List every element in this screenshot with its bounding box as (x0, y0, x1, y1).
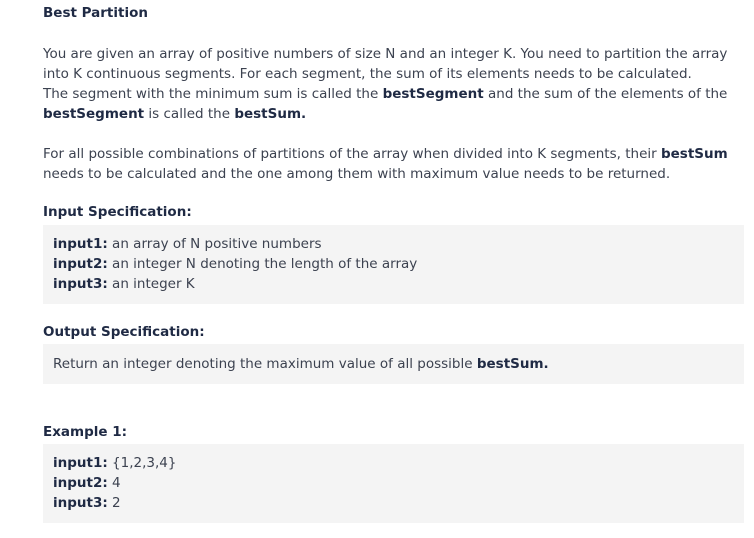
example-label: input2: (53, 475, 108, 491)
input-spec-item (53, 234, 744, 254)
input-label: input3: (53, 276, 108, 292)
input-desc: an integer N denoting the length of the array (107, 256, 418, 272)
problem-title: Best Partition (43, 5, 148, 21)
input-spec-item (53, 254, 744, 274)
example-item (53, 453, 744, 473)
term-best-sum: bestSum. (234, 106, 307, 122)
description-text: You are given an array of positive numbers of size N and an integer K. You need to partition the array into K continuous segments. For each segment, the sum of its elements needs to be calculated. (43, 46, 728, 82)
input-spec-box (43, 225, 744, 304)
example-box (43, 444, 744, 523)
example-value: 2 (107, 495, 121, 511)
example-value: {1,2,3,4} (107, 455, 177, 471)
problem-task (43, 144, 748, 184)
example-heading: Example 1: (43, 424, 128, 440)
input-spec-heading: Input Specification: (43, 204, 192, 220)
input-desc: an integer K (107, 276, 195, 292)
example-item (53, 493, 744, 513)
term-best-segment: bestSegment (382, 86, 484, 102)
output-desc: Return an integer denoting the maximum value of all possible (53, 356, 477, 372)
term-best-segment: bestSegment (43, 106, 145, 122)
output-spec-heading: Output Specification: (43, 324, 205, 340)
term-best-sum: bestSum (660, 146, 728, 162)
problem-description (43, 44, 743, 124)
example-item (53, 473, 744, 493)
description-text: is called the (144, 106, 235, 122)
task-text: needs to be calculated and the one among them with maximum value needs to be returned. (43, 166, 671, 182)
example-label: input1: (53, 455, 108, 471)
input-desc: an array of N positive numbers (107, 236, 322, 252)
task-text: For all possible combinations of partitions of the array when divided into K segments, their (43, 146, 661, 162)
output-spec-box (43, 344, 744, 384)
description-text: and the sum of the elements of the (483, 86, 728, 102)
term-best-sum: bestSum. (476, 356, 549, 372)
input-label: input2: (53, 256, 108, 272)
input-spec-item (53, 274, 744, 294)
example-value: 4 (107, 475, 121, 491)
description-text: The segment with the minimum sum is called the (43, 86, 383, 102)
example-label: input3: (53, 495, 108, 511)
input-label: input1: (53, 236, 108, 252)
